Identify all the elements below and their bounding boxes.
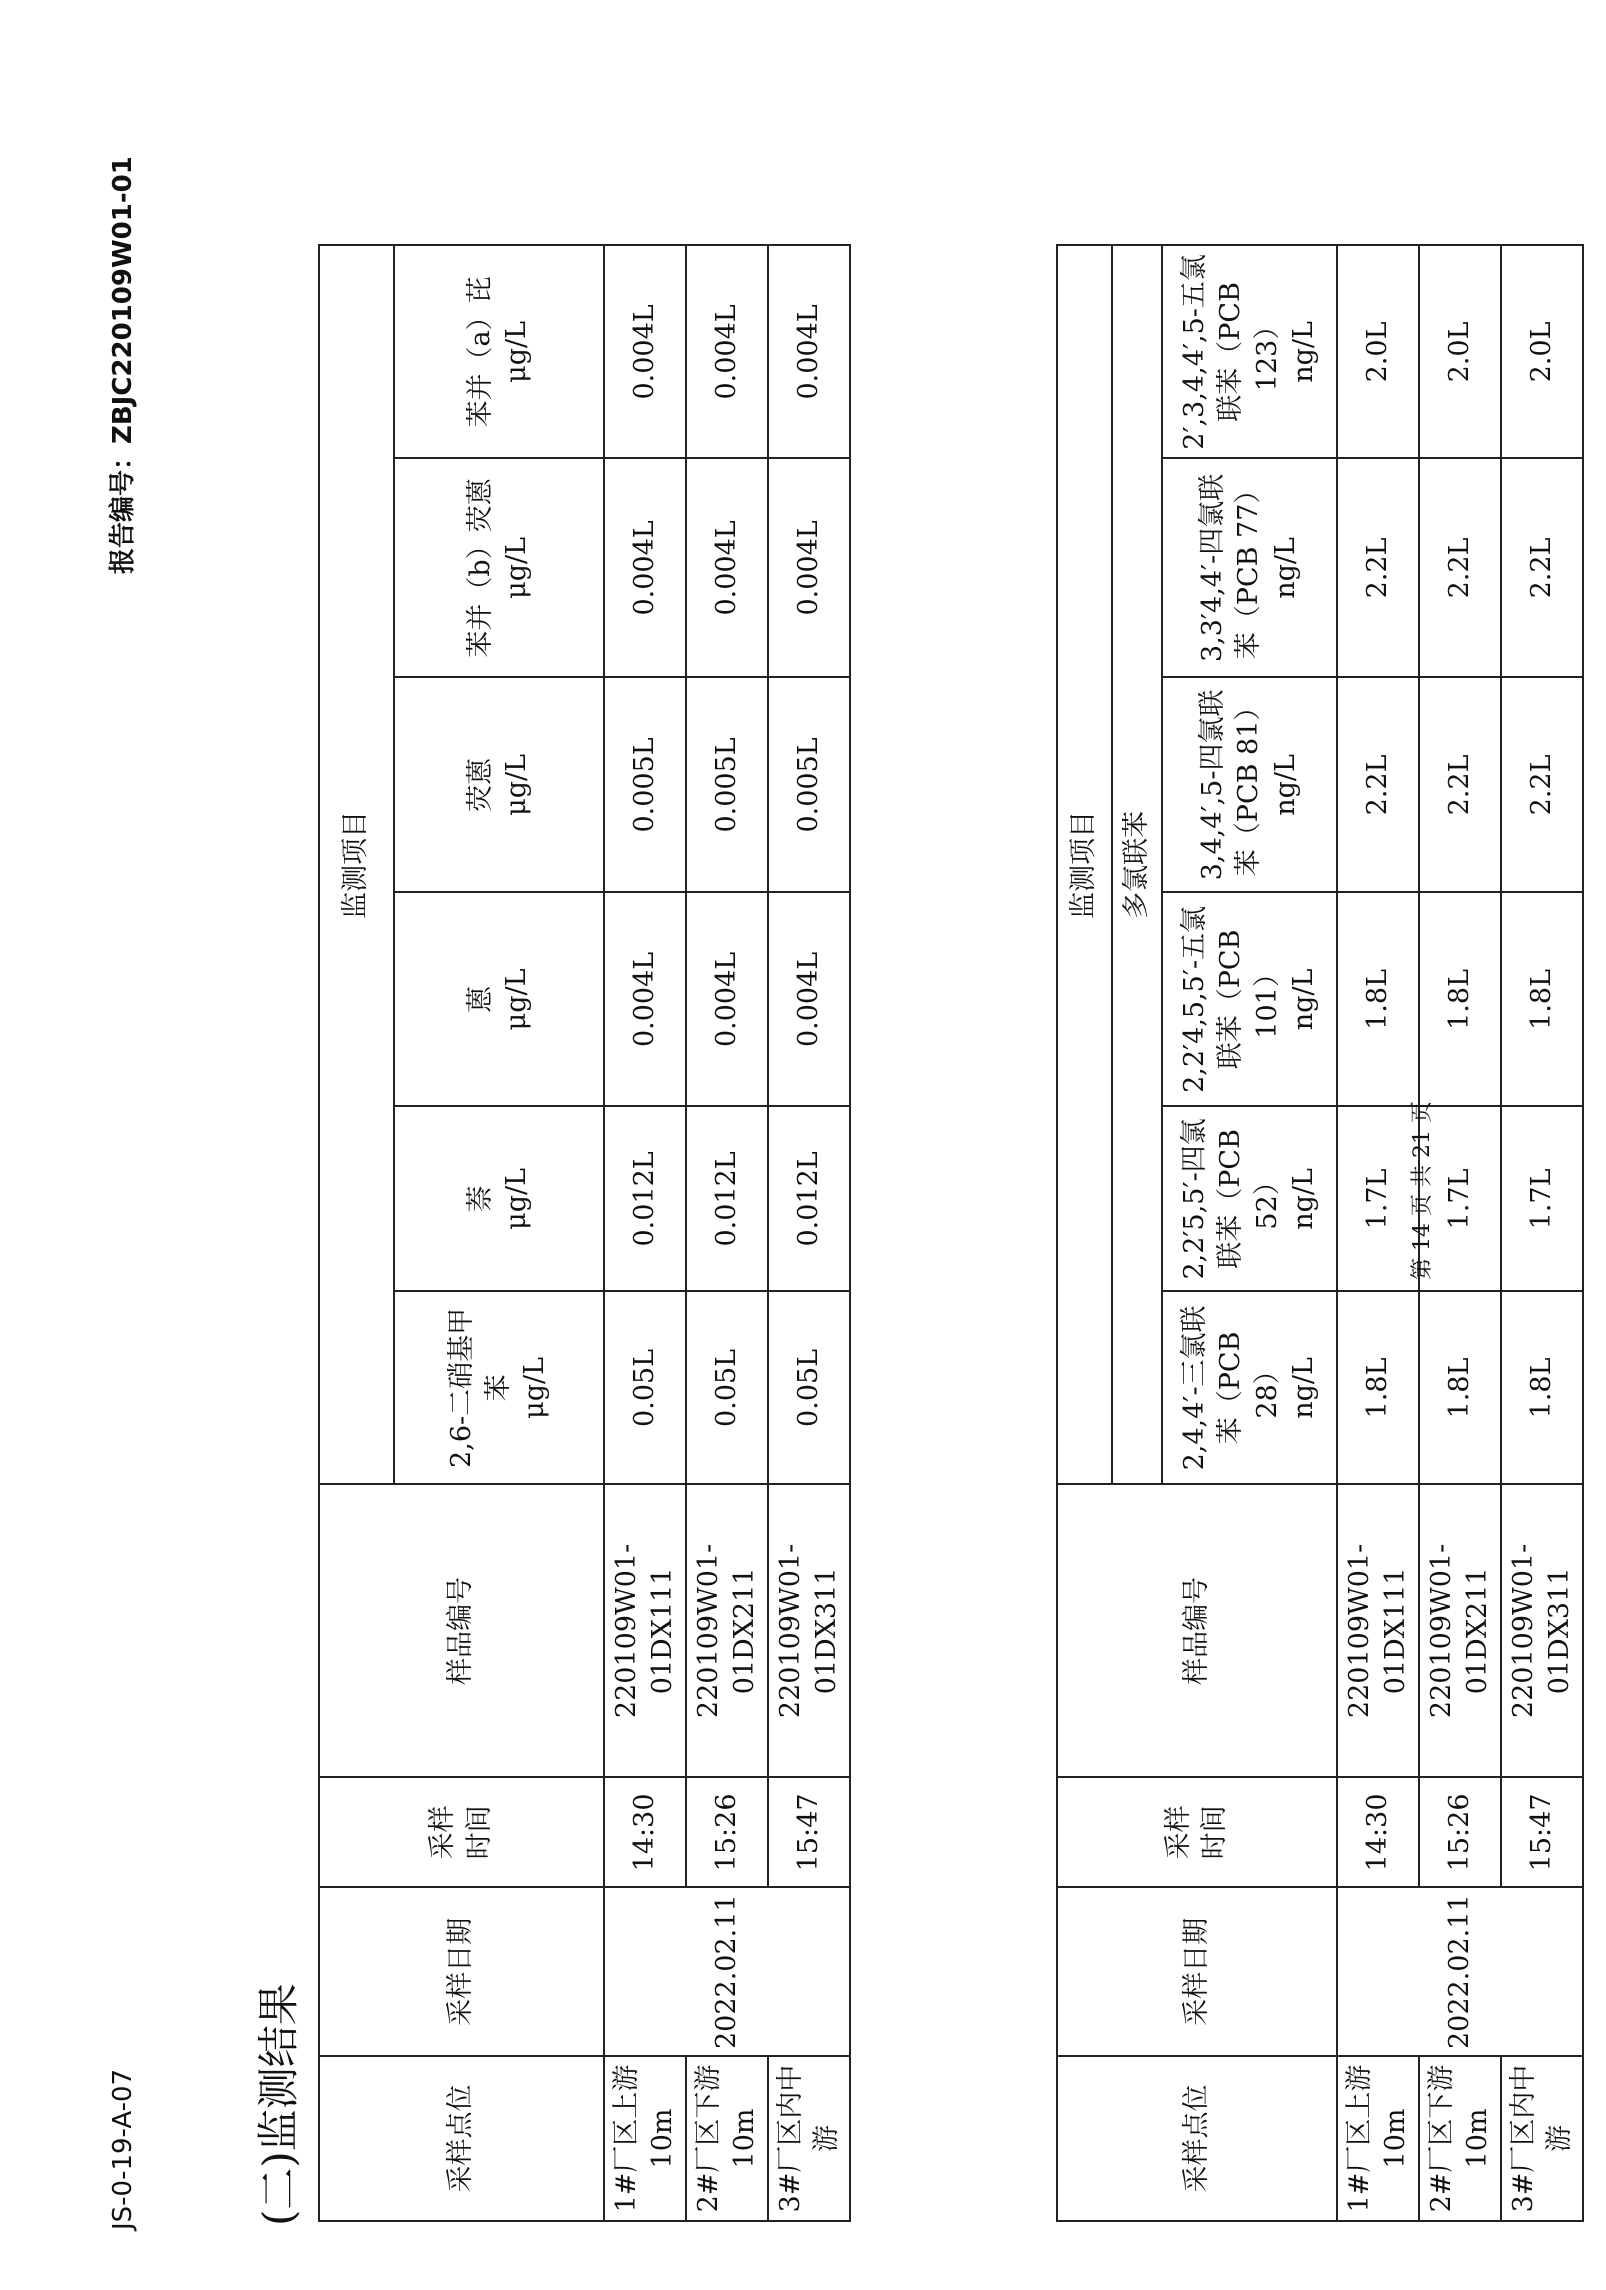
- value-cell: 1.7L: [1337, 1106, 1419, 1291]
- param-header: 2,2′5,5′-四氯联苯（PCB 52） ng/L: [1162, 1106, 1337, 1291]
- value-cell: 2.2L: [1501, 677, 1583, 892]
- param-header: 萘 μg/L: [394, 1106, 604, 1291]
- header-group: 多氯联苯: [1112, 245, 1162, 1484]
- site-cell: 1#厂区上游 10m: [1337, 2056, 1419, 2221]
- value-cell: 2.0L: [1337, 245, 1419, 458]
- header-monitor-items: 监测项目: [319, 245, 394, 1484]
- param-header: 2,6-二硝基甲苯 μg/L: [394, 1291, 604, 1484]
- value-cell: 2.2L: [1337, 458, 1419, 677]
- date-cell: 2022.02.11: [1337, 1887, 1583, 2056]
- param-header: 苯并（b）荧蒽 μg/L: [394, 458, 604, 677]
- header-sample-id: 样品编号: [319, 1484, 604, 1777]
- sample-id-cell: 220109W01-01DX211: [1419, 1484, 1501, 1777]
- header-time: 采样 时间: [1057, 1777, 1337, 1887]
- value-cell: 0.05L: [686, 1291, 768, 1484]
- value-cell: 0.004L: [686, 458, 768, 677]
- value-cell: 0.005L: [686, 677, 768, 892]
- document-code: JS-0-19-A-07: [108, 2068, 138, 2230]
- sample-id-cell: 220109W01-01DX111: [1337, 1484, 1419, 1777]
- results-table-2: [1056, 244, 1584, 2222]
- value-cell: 1.7L: [1419, 1106, 1501, 1291]
- value-cell: 1.8L: [1419, 1291, 1501, 1484]
- time-cell: 15:26: [1419, 1777, 1501, 1887]
- header-sample-id: 样品编号: [1057, 1484, 1337, 1777]
- value-cell: 0.05L: [768, 1291, 850, 1484]
- param-header: 3,3′4,4′-四氯联苯（PCB 77） ng/L: [1162, 458, 1337, 677]
- value-cell: 0.005L: [768, 677, 850, 892]
- date-cell: 2022.02.11: [604, 1887, 850, 2056]
- header-date: 采样日期: [1057, 1887, 1337, 2056]
- time-cell: 15:26: [686, 1777, 768, 1887]
- value-cell: 0.004L: [604, 892, 686, 1106]
- sample-id-cell: 220109W01-01DX211: [686, 1484, 768, 1777]
- page-footer: 第 14 页 共 21 页: [1410, 1101, 1435, 1280]
- value-cell: 0.05L: [604, 1291, 686, 1484]
- value-cell: 0.005L: [604, 677, 686, 892]
- value-cell: 1.8L: [1501, 1291, 1583, 1484]
- value-cell: 2.2L: [1337, 677, 1419, 892]
- sample-id-cell: 220109W01-01DX311: [768, 1484, 850, 1777]
- value-cell: 2.2L: [1419, 458, 1501, 677]
- param-header: 2,4,4′-三氯联苯（PCB 28） ng/L: [1162, 1291, 1337, 1484]
- section-title: (二)监测结果: [254, 1983, 303, 2226]
- header-monitor-items: 监测项目: [1057, 245, 1112, 1484]
- value-cell: 2.0L: [1501, 245, 1583, 458]
- site-cell: 3#厂区内中游: [768, 2056, 850, 2221]
- value-cell: 0.004L: [768, 245, 850, 458]
- site-cell: 2#厂区下游 10m: [1419, 2056, 1501, 2221]
- value-cell: 0.004L: [768, 892, 850, 1106]
- value-cell: 1.7L: [1501, 1106, 1583, 1291]
- param-header: 荧蒽 μg/L: [394, 677, 604, 892]
- value-cell: 1.8L: [1501, 892, 1583, 1106]
- value-cell: 0.012L: [604, 1106, 686, 1291]
- value-cell: 1.8L: [1419, 892, 1501, 1106]
- value-cell: 0.004L: [768, 458, 850, 677]
- sample-id-cell: 220109W01-01DX311: [1501, 1484, 1583, 1777]
- time-cell: 15:47: [768, 1777, 850, 1887]
- header-time: 采样 时间: [319, 1777, 604, 1887]
- site-cell: 2#厂区下游 10m: [686, 2056, 768, 2221]
- results-table-1: [318, 244, 851, 2222]
- value-cell: 2.2L: [1501, 458, 1583, 677]
- value-cell: 1.8L: [1337, 892, 1419, 1106]
- table-row: [604, 245, 686, 2221]
- site-cell: 1#厂区上游 10m: [604, 2056, 686, 2221]
- header-site: 采样点位: [319, 2056, 604, 2221]
- value-cell: 2.2L: [1419, 677, 1501, 892]
- param-header: 3,4,4′,5-四氯联苯（PCB 81） ng/L: [1162, 677, 1337, 892]
- value-cell: 0.012L: [686, 1106, 768, 1291]
- value-cell: 0.012L: [768, 1106, 850, 1291]
- value-cell: 0.004L: [686, 892, 768, 1106]
- site-cell: 3#厂区内中游: [1501, 2056, 1583, 2221]
- header-site: 采样点位: [1057, 2056, 1337, 2221]
- sample-id-cell: 220109W01-01DX111: [604, 1484, 686, 1777]
- time-cell: 14:30: [604, 1777, 686, 1887]
- param-header: 苯并（a）芘 μg/L: [394, 245, 604, 458]
- report-number: 报告编号：ZBJC220109W01-01: [108, 156, 138, 574]
- param-header: 2,2′4,5,5′-五氯联苯（PCB 101） ng/L: [1162, 892, 1337, 1106]
- value-cell: 2.0L: [1419, 245, 1501, 458]
- param-header: 2′,3,4,4′,5-五氯联苯（PCB 123） ng/L: [1162, 245, 1337, 458]
- time-cell: 14:30: [1337, 1777, 1419, 1887]
- value-cell: 0.004L: [604, 245, 686, 458]
- value-cell: 1.8L: [1337, 1291, 1419, 1484]
- value-cell: 0.004L: [604, 458, 686, 677]
- param-header: 蒽 μg/L: [394, 892, 604, 1106]
- header-date: 采样日期: [319, 1887, 604, 2056]
- value-cell: 0.004L: [686, 245, 768, 458]
- time-cell: 15:47: [1501, 1777, 1583, 1887]
